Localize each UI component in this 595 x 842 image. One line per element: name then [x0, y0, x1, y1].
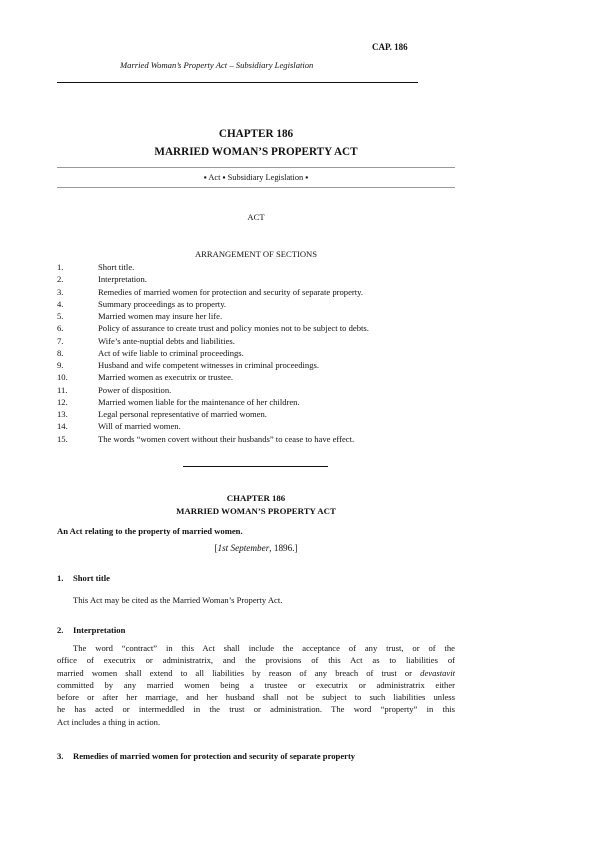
section-number: 3. — [57, 751, 64, 761]
toc-item[interactable] — [57, 311, 457, 323]
act-label: ACT — [247, 212, 265, 222]
toc-item-title: The words “women covert without their husbands” to cease to have effect. — [98, 433, 355, 444]
arrangement-heading: ARRANGEMENT OF SECTIONS — [194, 249, 318, 259]
text-line: The word “contract” in this Act shall include the acceptance of any trust, or of the — [73, 643, 455, 653]
section-heading-short-title — [57, 573, 110, 584]
date-open: [ — [214, 543, 218, 553]
toc-item[interactable] — [57, 262, 457, 274]
toc-item-number: 11. — [57, 384, 68, 395]
section-heading-text: Short title — [73, 573, 110, 583]
commencement-date — [57, 543, 455, 555]
toc-item-title: Husband and wife competent witnesses in criminal proceedings. — [98, 360, 319, 370]
chapter-number: CHAPTER 186 — [218, 128, 294, 140]
text-line: he has acted or intermeddled in the trust or administration. The word “property” in this — [57, 704, 455, 715]
toc-item[interactable] — [57, 336, 457, 348]
toc-item-number: 10. — [57, 372, 68, 383]
date-italic: 1st September — [217, 543, 270, 553]
header-rule — [57, 82, 418, 83]
toc-item-title: Will of married women. — [98, 421, 181, 432]
toc-item-title: Remedies of married women for protection and security of separate property. — [98, 286, 364, 297]
nav-link-subsidiary[interactable]: Subsidiary Legislation — [227, 173, 304, 182]
toc-item-number: 14. — [57, 421, 68, 432]
long-title: An Act relating to the property of married women. — [57, 526, 243, 536]
toc-item-number: 1. — [57, 262, 64, 272]
toc-item-number: 5. — [57, 311, 64, 321]
section-heading-text: Remedies of married women for protection and security of separate property — [73, 751, 356, 761]
section-text-short-title: This Act may be cited as the Married Woman’s Property Act. — [73, 595, 283, 605]
toc-item-title: Married women may insure her life. — [98, 311, 223, 321]
toc-item-number: 2. — [57, 274, 64, 285]
toc-item-number: 12. — [57, 396, 68, 407]
running-title: Married Woman’s Property Act – Subsidiary Legislation — [120, 60, 314, 70]
toc-item[interactable] — [57, 397, 457, 409]
body-chapter-number: CHAPTER 186 — [226, 493, 286, 503]
date-rest: , 1896.] — [269, 543, 298, 553]
arrangement-list — [57, 262, 457, 446]
body-chapter-name: MARRIED WOMAN’S PROPERTY ACT — [176, 506, 336, 516]
toc-item-title: Power of disposition. — [98, 384, 172, 395]
toc-item-title: Legal personal representative of married women. — [98, 409, 267, 419]
toc-item-number: 13. — [57, 409, 68, 419]
nav-link-act[interactable]: Act — [208, 173, 221, 182]
toc-item[interactable] — [57, 409, 457, 421]
toc-item[interactable] — [57, 360, 457, 372]
nav-rule-top — [57, 167, 455, 168]
section-text-interpretation — [57, 642, 455, 728]
toc-item-number: 15. — [57, 433, 68, 444]
toc-item-number: 4. — [57, 298, 64, 309]
divider-rule — [183, 466, 328, 467]
italic-term: devastavit — [420, 667, 455, 678]
nav-bullet: ▪ — [305, 173, 309, 182]
section-heading-interpretation — [57, 625, 125, 636]
section-number: 1. — [57, 573, 64, 583]
toc-item[interactable] — [57, 348, 457, 360]
toc-item[interactable] — [57, 299, 457, 311]
toc-item-title: Wife’s ante-nuptial debts and liabilities. — [98, 335, 235, 346]
section-nav — [57, 173, 455, 184]
toc-item-number: 7. — [57, 335, 64, 346]
toc-item-number: 9. — [57, 360, 64, 370]
text-run: married women shall extend to all liabilities by reason of any breach of trust or — [57, 667, 413, 678]
toc-item-title: Summary proceedings as to property. — [98, 298, 227, 309]
section-heading-text: Interpretation — [73, 625, 126, 635]
nav-bullet: ▪ — [222, 173, 226, 182]
text-line: office of executrix or administratrix, and the provisions of this Act as to liabilities of — [57, 655, 455, 666]
toc-item-title: Married women as executrix or trustee. — [98, 372, 234, 383]
nav-rule-bottom — [57, 187, 455, 188]
nav-bullet: ▪ — [203, 173, 207, 182]
toc-item[interactable] — [57, 385, 457, 397]
toc-item-title: Act of wife liable to criminal proceedings. — [98, 347, 244, 358]
toc-item[interactable] — [57, 421, 457, 433]
toc-item-title: Married women liable for the maintenance of her children. — [98, 396, 300, 407]
section-number: 2. — [57, 625, 64, 635]
toc-item-title: Short title. — [98, 262, 135, 272]
toc-item[interactable] — [57, 274, 457, 286]
toc-item[interactable] — [57, 372, 457, 384]
text-line — [57, 667, 455, 679]
toc-item[interactable] — [57, 323, 457, 335]
toc-item[interactable] — [57, 287, 457, 299]
toc-item-number: 8. — [57, 347, 64, 358]
text-line: committed by any married women being a trustee or executrix or administratrix either — [57, 679, 455, 690]
toc-item-title: Policy of assurance to create trust and policy monies not to be subject to debts. — [98, 323, 369, 334]
text-line: before or after her marriage, and her husband shall not be subject to such liabilities unless — [57, 692, 455, 703]
toc-item-title: Interpretation. — [98, 274, 147, 285]
cap-number: CAP. 186 — [372, 42, 408, 52]
toc-item-number: 6. — [57, 323, 64, 334]
toc-item-number: 3. — [57, 286, 64, 297]
text-line: Act includes a thing in action. — [57, 716, 161, 727]
chapter-name: MARRIED WOMAN’S PROPERTY ACT — [154, 146, 358, 158]
toc-item[interactable] — [57, 434, 457, 446]
section-heading-remedies — [57, 751, 355, 762]
